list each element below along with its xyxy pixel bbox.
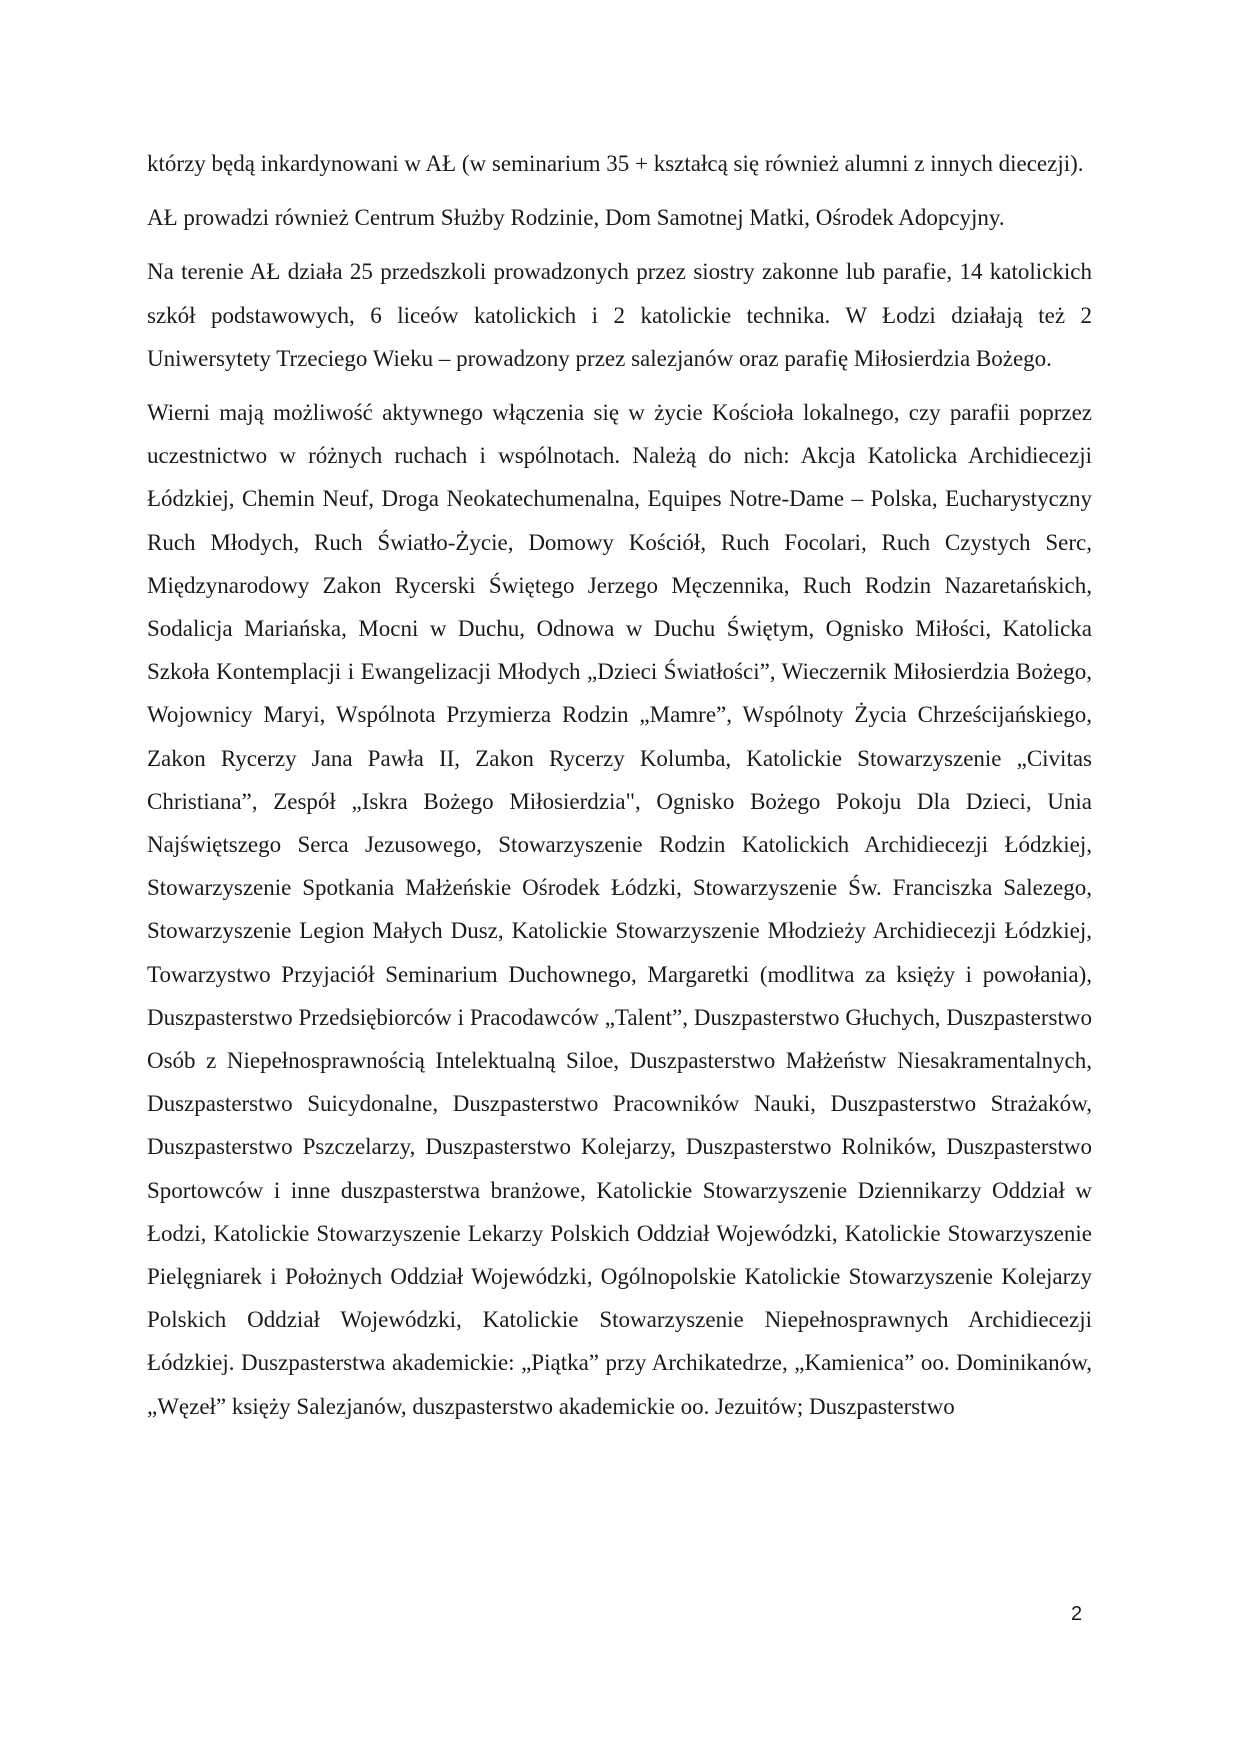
document-body <box>147 142 1092 1439</box>
paragraph-movements: Wierni mają możliwość aktywnego włączenia się w życie Kościoła lokalnego, czy parafii poprzez uczestnictwo w różnych ruchach i wspólnotach. Należą do nich: Akcja Katolicka Archidiecezji Łódzkiej, Chemin Neuf, Droga Neokatechumenalna, Equipes Notre-Dame – Polska, Eucharystyczny Ruch Młodych, Ruch Światło-Życie, Domowy Kościół, Ruch Focolari, Ruch Czystych Serc, Międzynarodowy Zakon Rycerski Świętego Jerzego Męczennika, Ruch Rodzin Nazaretańskich, Sodalicja Mariańska, Mocni w Duchu, Odnowa w Duchu Świętym, Ognisko Miłości, Katolicka Szkoła Kontemplacji i Ewangelizacji Młodych „Dzieci Światłości”, Wieczernik Miłosierdzia Bożego, Wojownicy Maryi, Wspólnota Przymierza Rodzin „Mamre”, Wspólnoty Życia Chrześcijańskiego, Zakon Rycerzy Jana Pawła II, Zakon Rycerzy Kolumba, Katolickie Stowarzyszenie „Civitas Christiana”, Zespół „Iskra Bożego Miłosierdzia", Ognisko Bożego Pokoju Dla Dzieci, Unia Najświętszego Serca Jezusowego, Stowarzyszenie Rodzin Katolickich Archidiecezji Łódzkiej, Stowarzyszenie Spotkania Małżeńskie Ośrodek Łódzki, Stowarzyszenie Św. Franciszka Salezego, Stowarzyszenie Legion Małych Dusz, Katolickie Stowarzyszenie Młodzieży Archidiecezji Łódzkiej, Towarzystwo Przyjaciół Seminarium Duchownego, Margaretki (modlitwa za księży i powołania), Duszpasterstwo Przedsiębiorców i Pracodawców „Talent”, Duszpasterstwo Głuchych, Duszpasterstwo Osób z Niepełnosprawnością Intelektualną Siloe, Duszpasterstwo Małżeństw Niesakramentalnych, Duszpasterstwo Suicydonalne, Duszpasterstwo Pracowników Nauki, Duszpasterstwo Strażaków, Duszpasterstwo Pszczelarzy, Duszpasterstwo Kolejarzy, Duszpasterstwo Rolników, Duszpasterstwo Sportowców i inne duszpasterstwa branżowe, Katolickie Stowarzyszenie Dziennikarzy Oddział w Łodzi, Katolickie Stowarzyszenie Lekarzy Polskich Oddział Wojewódzki, Katolickie Stowarzyszenie Pielęgniarek i Położnych Oddział Wojewódzki, Ogólnopolskie Katolickie Stowarzyszenie Kolejarzy Polskich Oddział Wojewódzki, Katolickie Stowarzyszenie Niepełnosprawnych Archidiecezji Łódzkiej. Duszpasterstwa akademickie: „Piątka” przy Archikatedrze, „Kamienica” oo. Dominikanów, „Węzeł” księży Salezjanów, duszpasterstwo akademickie oo. Jezuitów; Duszpasterstwo <box>147 400 1092 1419</box>
paragraph-seminary: którzy będą inkardynowani w AŁ (w seminarium 35 + kształcą się również alumni z innych diecezji). <box>147 151 1084 176</box>
paragraph-family-services: AŁ prowadzi również Centrum Służby Rodzinie, Dom Samotnej Matki, Ośrodek Adopcyjny. <box>147 205 1005 231</box>
page-number: 2 <box>1071 1603 1083 1625</box>
paragraph-education: Na terenie AŁ działa 25 przedszkoli prowadzonych przez siostry zakonne lub parafie, 14 katolickich szkół podstawowych, 6 liceów katolickich i 2 katolickie technika. W Łodzi działają też 2 Uniwersytety Trzeciego Wieku – prowadzony przez salezjanów oraz parafię Miłosierdzia Bożego. <box>147 259 1092 371</box>
